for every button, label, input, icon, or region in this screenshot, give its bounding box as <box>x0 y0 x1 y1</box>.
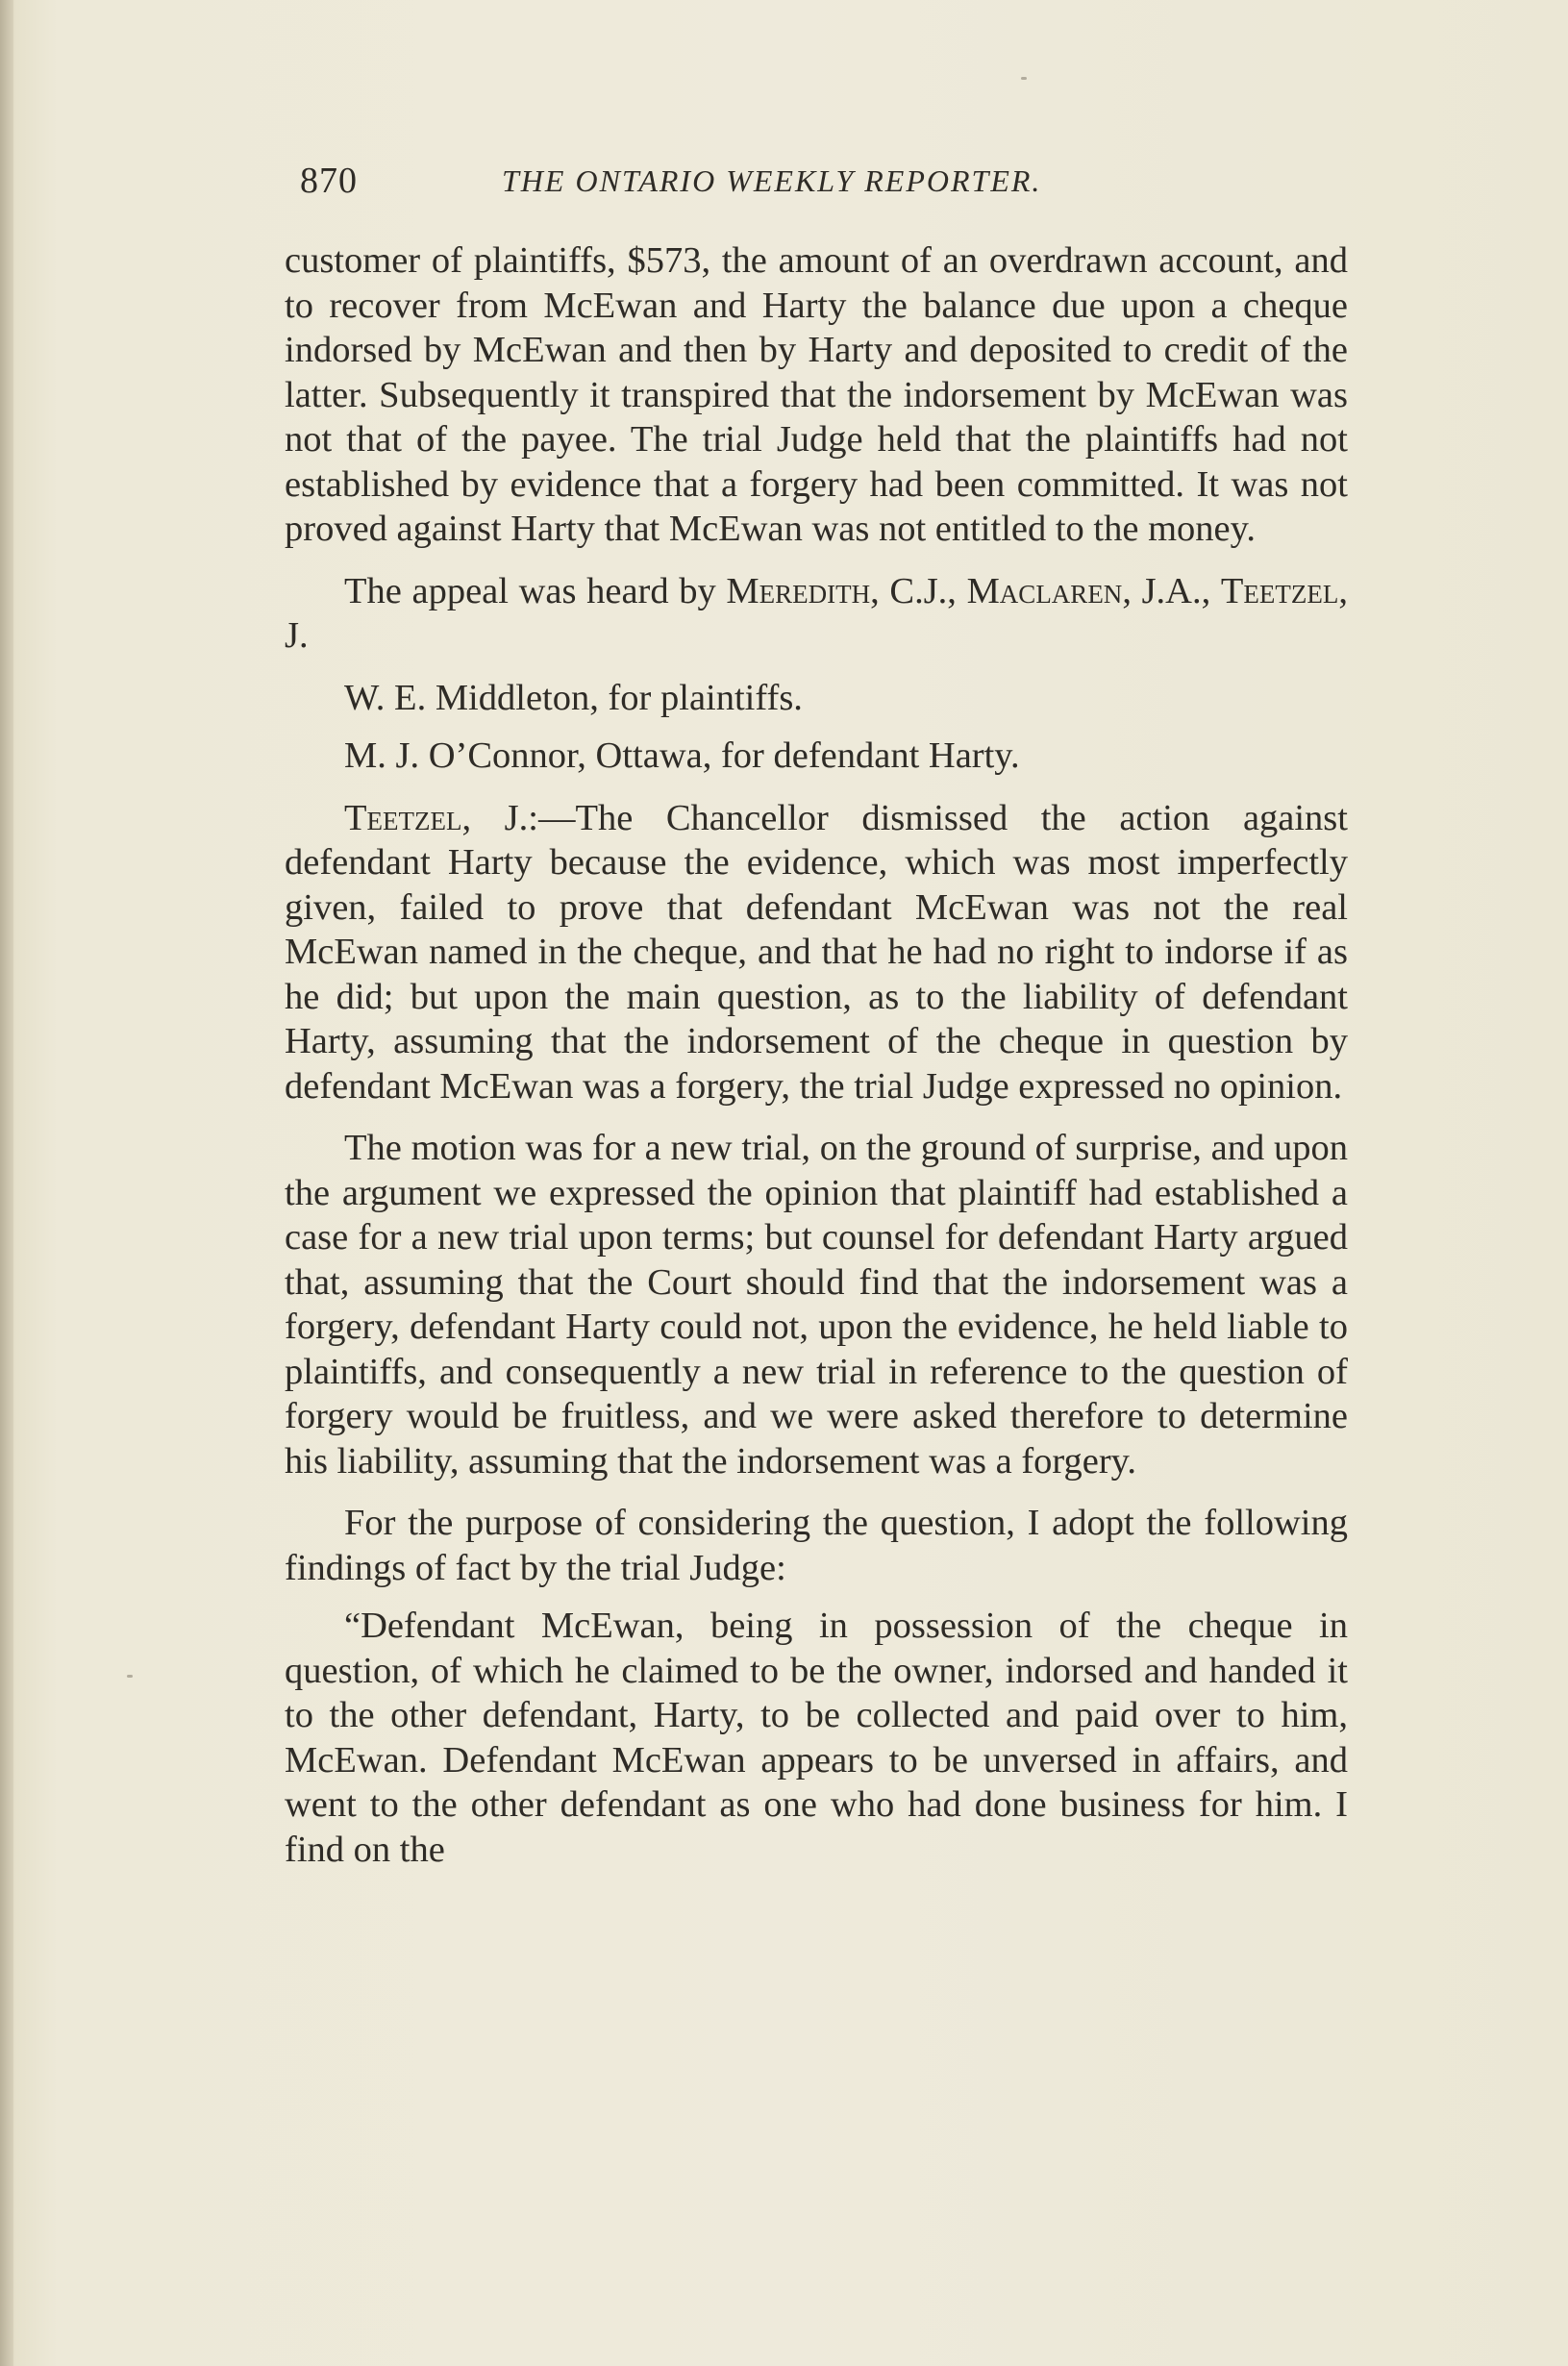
paragraph-findings-intro: For the purpose of considering the question, I adopt the following findings of fact by the trial Judge: <box>285 1503 1348 1588</box>
counsel-plaintiffs: W. E. Middleton, for plaintiffs. <box>344 677 803 718</box>
body-text <box>285 238 1348 1889</box>
paper-speck <box>1021 77 1027 80</box>
paragraph-appeal-heard <box>285 569 1348 659</box>
judge-meredith: Meredith <box>726 570 871 611</box>
paragraph-judgment-opening <box>285 796 1348 1109</box>
appeal-heard-lead: The appeal was heard by <box>344 570 727 611</box>
judge-teetzel: Teetzel <box>1220 570 1339 611</box>
paragraph-quoted-findings: “Defendant McEwan, being in possession of the cheque in question, of which he claimed to be the owner, indorsed and handed it to the other defendant, Harty, to be collected and paid over to him, McEwan. Defendant McEwan appears to be unversed in affairs, and went to the other defendant as one who had done business for him. I find on the <box>285 1606 1348 1870</box>
appeal-heard-mid1: , C.J., <box>870 570 967 611</box>
judgment-opening-text: , J.:—The Chancellor dismissed the action against defendant Harty because the evidence, which was most imperfectly given, failed to prove that defendant McEwan was not the real McEwan named in the cheque, and that he had no right to indorse if as he did; but upon the main question, as to the liability of defendant Harty, assuming that the indorsement of the cheque in question by defendant McEwan was a forgery, the trial Judge expressed no opinion. <box>285 797 1348 1107</box>
judgment-judge-name: Teetzel <box>344 797 462 838</box>
paper-speck <box>127 1675 133 1678</box>
page-header <box>300 160 1146 208</box>
appeal-heard-mid2: , J.A., <box>1122 570 1221 611</box>
appeal-heard-end: , J. <box>285 570 1348 656</box>
page-binding-edge <box>0 0 13 2366</box>
paragraph-continuation: customer of plaintiffs, $573, the amount of an overdrawn account, and to recover from McEwan and Harty the balance due upon a cheque indorsed by McEwan and then by Harty and deposited to credit of the latter. Subsequently it transpired that the indorsement by McEwan was not that of the payee. The trial Judge held that the plaintiffs had not established by evidence that a forgery had been committed. It was not proved against Harty that McEwan was not entitled to the money. <box>285 240 1348 549</box>
page-number: 870 <box>300 161 358 201</box>
counsel-defendant: M. J. O’Connor, Ottawa, for defendant Harty. <box>344 735 1020 776</box>
paragraph-motion: The motion was for a new trial, on the ground of surprise, and upon the argument we expressed the opinion that plaintiff had established a case for a new trial upon terms; but counsel for defendant Harty argued that, assuming that the Court should find that the indorsement was a forgery, defendant Harty could not, upon the evidence, he held liable to plaintiffs, and consequently a new trial in reference to the question of forgery would be fruitless, and we were asked therefore to determine his liability, assuming that the indorsement was a forgery. <box>285 1128 1348 1482</box>
judge-maclaren: Maclaren <box>966 570 1123 611</box>
running-title: THE ONTARIO WEEKLY REPORTER. <box>502 163 1042 198</box>
